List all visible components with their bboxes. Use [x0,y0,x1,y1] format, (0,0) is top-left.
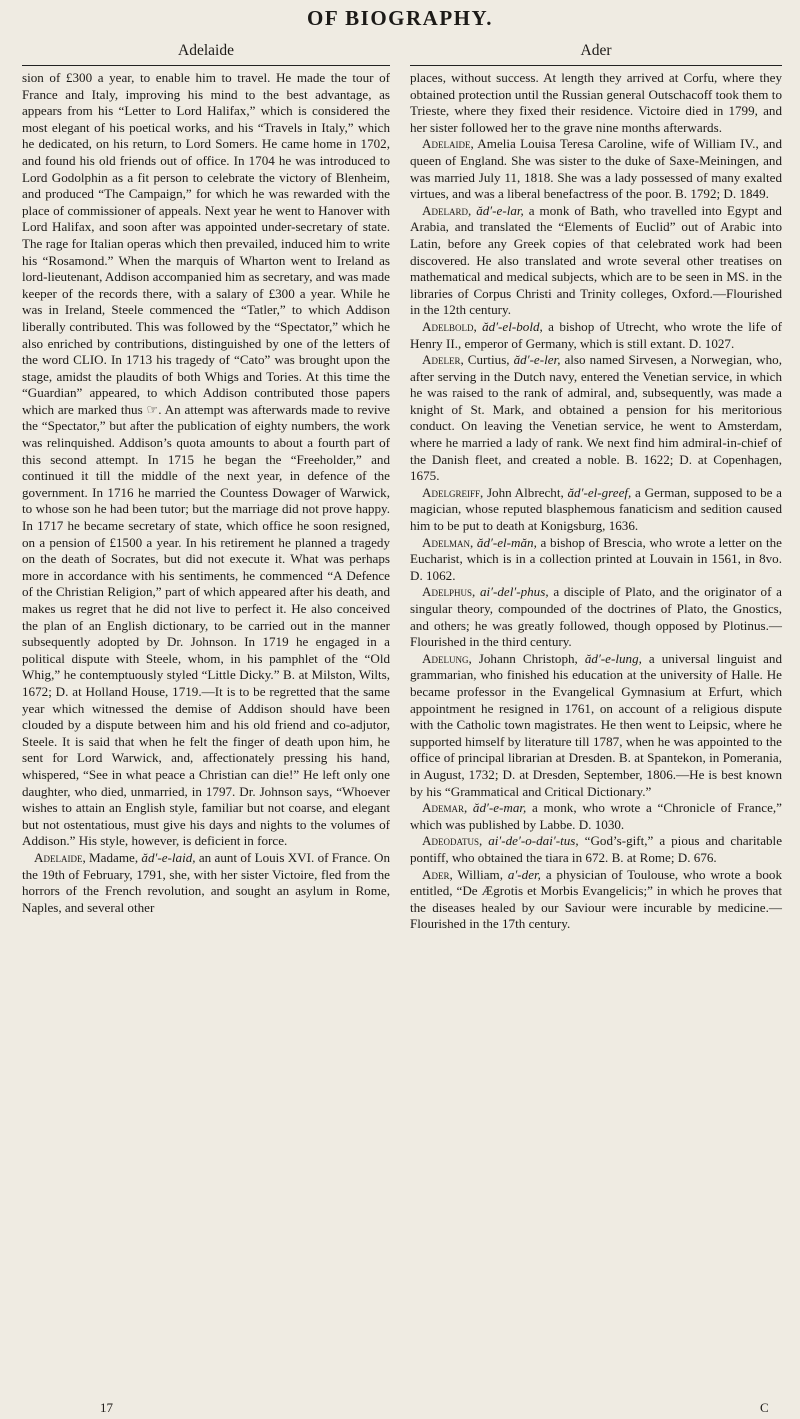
running-head: OF BIOGRAPHY. [307,6,493,30]
entry-text: a bishop of Utrecht, who wrote the life of Henry II., emperor of Germany, which is still extant. D. 1027. [410,318,782,351]
left-header-rule [22,65,390,66]
entry-text: William, [452,866,508,882]
entry-pronunciation: ăd′-el-greef, [567,484,632,500]
entry-text: Johann Christoph, [471,650,585,666]
entry-text: a physician of Toulouse, who wrote a book entitled, “De Ægrotis et Morbis Evangelicis;” in which he proves that the diseases healed by our Saviour were incurable by medicine.—Flourished in the 17th century. [410,866,782,932]
entry-adeler [410,352,782,485]
adelaide-continued-text: places, without success. At length they arrived at Corfu, where they obtained protection until the Russian general Outschacoff took them to Trieste, where they fixed their residence. Victoire died in 1799, and her sister followed her to the grave nine months afterwards. [410,70,782,135]
entry-ademar [410,800,782,833]
entry-adelaide-amelia [410,136,782,202]
entry-adelbold [410,319,782,352]
right-header-rule [410,65,782,66]
entry-headword: Ader, [422,866,453,882]
entry-headword: Adelphus, [422,584,476,600]
entry-pronunciation: ai′-del′-phus, [475,584,549,600]
entry-adelgreiff [410,485,782,535]
entry-pronunciation: ăd′-e-mar, [467,800,527,816]
entry-pronunciation: a′-der, [507,866,541,882]
signature-mark: C [760,1400,769,1415]
entry-headword: Adelung, [422,650,472,666]
left-column-header: Adelaide [178,42,234,59]
entry-text: Madame, [85,849,142,865]
right-column-header: Ader [580,42,612,59]
entry-headword: Ademar, [422,800,468,816]
entry-adelard [410,203,782,319]
entry-headword: Adelgreiff, [422,484,484,500]
page-number: 17 [100,1400,113,1415]
entry-headword: Adelbold, [422,318,477,334]
entry-text: a bishop of Brescia, who wrote a letter on the Eucharist, which is in a collection printed at Louvain in 1561, in 8vo. D. 1062. [410,534,782,583]
entry-headword: Adelaide, [422,136,474,152]
entry-text: a monk of Bath, who travelled into Egypt and Arabia, and translated the “Elements of Euclid” out of Arabic into Latin, before any Greek copies of that celebrated work had been discovered. He also translated and wrote several other treatises on mathematical and medical subjects, which are to be seen in MS. in the libraries of Corpus Christi and Trinity colleges, Oxford.—Flourished in the 12th century. [410,202,782,318]
entry-headword: Adelard, [422,202,472,218]
entry-headword: Adeler, [422,352,464,368]
entry-text: a German, supposed to be a magician, whose reputed blasphemous fanaticism and sedition caused him to be put to death at Konigsburg, 1636. [410,484,782,534]
right-column [410,70,782,933]
entry-text: Amelia Louisa Teresa Caroline, wife of William IV., and queen of England. She was sister to the duke of Saxe-Meiningen, and was married July 11, 1818. She was a lady possessed of many exalted virtues, and was a liberal benefactress of the poor. B. 1792; D. 1849. [410,136,782,202]
entry-text: an aunt of Louis XVI. of France. On the 19th of February, 1791, she, with her sister Victoire, fled from the horrors of the French revolution, and sought an asylum in Rome, Naples, and several other [22,849,390,915]
entry-adelman [410,535,782,585]
entry-text: a monk, who wrote a “Chronicle of France,” which was published by Labbe. D. 1030. [410,800,782,832]
entry-headword: Adelman, [422,534,474,550]
entry-adelung [410,651,782,800]
entry-text: Curtius, [463,352,514,368]
entry-pronunciation: ăd′-e-lar, [471,202,524,218]
entry-pronunciation: ai′-de′-o-dai′-tus, [482,833,579,849]
left-column [22,70,390,916]
entry-text: a universal linguist and grammarian, who finished his education at the university of Halle. He became professor in the Evangelical Gymnasium at Erfurt, which appointment he resigned in 1761, on account of a religious dispute with the Catholic town magistrates. He then went to Leipsic, where he supported himself by literature till 1787, when he was appointed to the office of principal librarian at Dresden. B. at Spantekon, in Pomerania, in August, 1732; D. at Dresden, September, 1806.—He is best known by his “Grammatical and Critical Dictionary.” [410,650,782,799]
entry-pronunciation: ăd′-el-măn, [473,534,537,550]
addison-continued-text: sion of £300 a year, to enable him to travel. He made the tour of France and Italy, improving his mind to the best advantage, as appears from his “Letter to Lord Halifax,” which is considered the most elegant of his poetical works, and his “Travels in Italy,” which he dedicated, on his return, to Lord Somers. He came home in 1702, and found his old friends out of office. In 1704 he was introduced to Lord Godolphin as a fit person to celebrate the victory of Blenheim, and produced “The Campaign,” for which he was rewarded with the place of commissioner of appeals. Next year he went to Hanover with Lord Halifax, and soon after was appointed under-secretary of state. The rage for Italian operas which then prevailed, induced him to write his “Rosamond.” When the marquis of Wharton went to Ireland as lord-lieutenant, Addison accompanied him as secretary, and was made keeper of the records there, with a salary of £300 a year. While he was in Ireland, Steele commenced the “Tatler,” to which Addison liberally contributed. This was followed by the “Spectator,” which he also enriched by contributions, distinguished by one of the letters of the word CLIO. In 1713 his tragedy of “Cato” was brought upon the stage, amidst the plaudits of both Whigs and Tories. At this time the “Guardian” appeared, to which Addison contributed those papers which are marked thus ☞. An attempt was afterwards made to revive the “Spectator,” but after the publication of eighty numbers, the work was relinquished. Addison’s quota amounts to about a fourth part of this second attempt. In 1715 he began the “Freeholder,” and continued it till the middle of the next year, in defence of the government. In 1716 he married the Countess Dowager of Warwick, to whose son he had been tutor; but the marriage did not prove happy. In 1717 he became secretary of state, which office he soon resigned, on a pension of £1500 a year. In his retirement he planned a tragedy on the death of Socrates, but did not execute it. What was perhaps more in accordance with his sentiments, he commenced “A Defence of the Christian Religion,” part of which appeared after his death, and makes us regret that he did not live to perfect it. He also conceived the plan of an English dictionary, to be carried out in the manner subsequently adopted by Dr. Johnson. In 1719 he engaged in a political dispute with Steele, whom, in his pamphlet of the “Old Whig,” he contemptuously styled “Little Dicky.” B. at Milston, Wilts, 1672; D. at Holland House, 1719.—It is to be regretted that the same year which witnessed the demise of Addison should have been clouded by a dispute between him and his old friend and co-adjutor, Steele. It is said that when he felt the finger of death upon him, he sent for Lord Warwick, and, affectionately pressing his hand, whispered, “See in what peace a Christian can die!” He left only one daughter, who died, unmarried, in 1797. Dr. Johnson says, “Whoever wishes to attain an English style, familiar but not coarse, and elegant but not ostentatious, must give his days and nights to the volumes of Addison.” His style, however, is deficient in force. [22,70,390,849]
entry-adelphus [410,584,782,650]
entry-text: a disciple of Plato, and the originator of a singular theory, compounded of the doctrines of Plato, the Gnostics, and others; he was greatly followed, though opposed by Plotinus.—Flourished in the third century. [410,584,782,650]
entry-ader [410,867,782,933]
entry-pronunciation: ăd′-el-bold, [476,318,543,334]
entry-text: John Albrecht, [483,484,568,500]
entry-headword: Adelaide, [34,849,86,865]
entry-pronunciation: ăd′-e-lung, [584,650,642,666]
entry-pronunciation: ăd′-e-ler, [513,352,561,368]
entry-pronunciation: ăd′-e-laid, [141,849,196,865]
entry-text: “God’s-gift,” a pious and charitable pontiff, who obtained the tiara in 672. B. at Rome; D. 676. [410,833,783,865]
entry-text: also named Sirvesen, a Norwegian, who, after serving in the Dutch navy, entered the Venetian service, in which he was raised to the rank of admiral, and, subsequently, was made a knight of St. Mark, and obtained a pension for his meritorious conduct. On leaving the Venetian service, he went to Amsterdam, where he married a lady of rank. We next find him admiral-in-chief of the Danish fleet, and created a noble. B. 1622; D. at Copenhagen, 1675. [410,352,782,484]
entry-adeodatus [410,833,782,866]
entry-adelaide-madame [22,850,390,916]
entry-headword: Adeodatus, [422,833,483,849]
